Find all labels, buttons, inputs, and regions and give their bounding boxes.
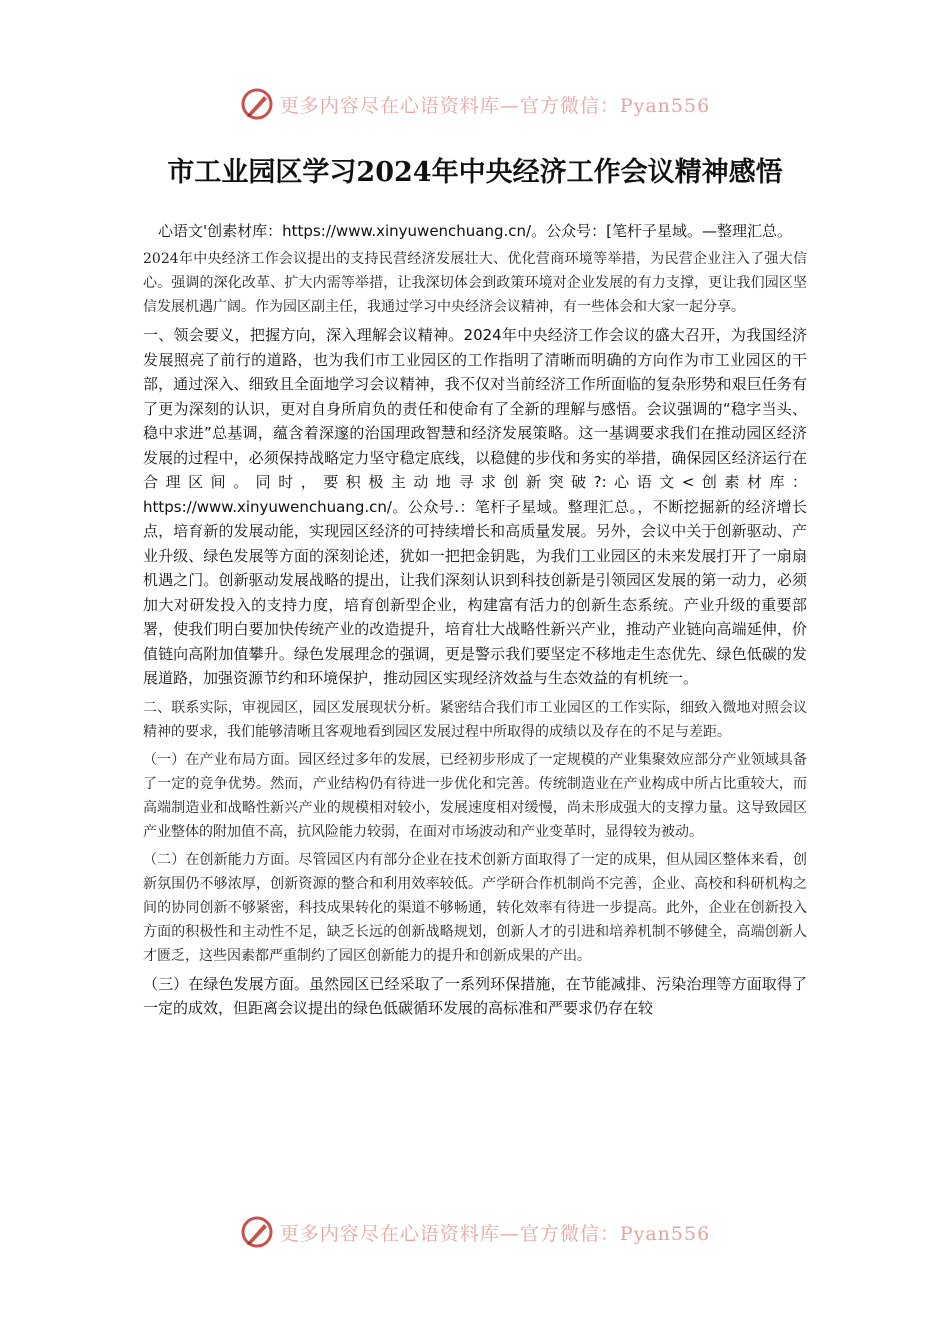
paragraph-section-2: 二、联系实际，审视园区，园区发展现状分析。紧密结合我们市工业园区的工作实际，细致入微地对照会议精神的要求，我们能够清晰且客观地看到园区发展过程中所取得的成绩以及存在的不足与差距。 — [143, 699, 807, 740]
footer-banner — [0, 1212, 950, 1252]
document-title: 市工业园区学习2024年中央经济工作会议精神感悟 — [167, 157, 783, 188]
source-line: 心语文'创素材库：https://www.xinyuwenchuang.cn/。公众号：[笔杆子星域。—整理汇总。 — [158, 222, 792, 240]
banner-text: 更多内容尽在心语资料库—官方微信：Pyan556 — [279, 1222, 711, 1245]
banner-text: 更多内容尽在心语资料库—官方微信：Pyan556 — [279, 94, 711, 117]
document-body — [143, 219, 807, 1026]
paragraph-intro: 2024年中央经济工作会议提出的支持民营经济发展壮大、优化营商环境等举措，为民营企业注入了强大信心。强调的深化改革、扩大内需等举措，让我深切体会到政策环境对企业发展的有力支撑，更让我们园区坚信发展机遇广阔。作为园区副主任，我通过学习中央经济会议精神，有一些体会和大家一起分享。 — [143, 251, 807, 315]
paragraph-section-1: 一、领会要义，把握方向，深入理解会议精神。2024年中央经济工作会议的盛大召开，为我国经济发展照亮了前行的道路，也为我们市工业园区的工作指明了清晰而明确的方向作为市工业园区的干部，通过深入、细致且全面地学习会议精神，我不仅对当前经济工作所面临的复杂形势和艰巨任务有了更为深刻的认识，更对自身所肩负的责任和使命有了全新的理解与感悟。会议强调的“稳字当头、稳中求进”总基调，蕴含着深邃的治国理政智慧和经济发展策略。这一基调要求我们在推动园区经济发展的过程中，必须保持战略定力坚守稳定底线，以稳健的步伐和务实的举措，确保园区经济运行在合理区间。同时，要积极主动地寻求创新突破?:心语文<创素材库：https://www.xinyuwenchuang.cn/。公众号.：笔杆子星域。整理汇总。，不断挖掘新的经济增长点，培育新的发展动能，实现园区经济的可持续增长和高质量发展。另外，会议中关于创新驱动、产业升级、绿色发展等方面的深刻论述，犹如一把把金钥匙，为我们工业园区的未来发展打开了一扇扇机遇之门。创新驱动发展战略的提出，让我们深刻认识到科技创新是引领园区发展的第一动力，必须加大对研发投入的支持力度，培育创新型企业，构建富有活力的创新生态系统。产业升级的重要部署，使我们明白要加快传统产业的改造提升，培育壮大战略性新兴产业，推动产业链向高端延伸，价值链向高附加值攀升。绿色发展理念的强调，更是警示我们要坚定不移地走生态优先、绿色低碳的发展道路，加强资源节约和环境保护，推动园区实现经济效益与生态效益的有机统一。 — [143, 326, 807, 687]
paragraph-industry-layout: （一）在产业布局方面。园区经过多年的发展，已经初步形成了一定规模的产业集聚效应部分产业领域具备了一定的竞争优势。然而，产业结构仍有待进一步优化和完善。传统制造业在产业构成中所占比重较大，而高端制造业和战略性新兴产业的规模相对较小，发展速度相对缓慢，尚未形成强大的支撑力量。这导致园区产业整体的附加值不高，抗风险能力较弱，在面对市场波动和产业变革时，显得较为被动。 — [143, 751, 807, 840]
pen-logo-icon — [240, 1215, 274, 1249]
header-banner — [0, 84, 950, 124]
paragraph-green-development: （三）在绿色发展方面。虽然园区已经采取了一系列环保措施，在节能减排、污染治理等方面取得了一定的成效，但距离会议提出的绿色低碳循环发展的高标准和严要求仍存在较 — [143, 974, 807, 1017]
paragraph-innovation: （二）在创新能力方面。尽管园区内有部分企业在技术创新方面取得了一定的成果，但从园区整体来看，创新氛围仍不够浓厚，创新资源的整合和利用效率较低。产学研合作机制尚不完善，企业、高校和科研机构之间的协同创新不够紧密，科技成果转化的渠道不够畅通，转化效率有待进一步提高。此外，企业在创新投入方面的积极性和主动性不足，缺乏长远的创新战略规划，创新人才的引进和培养机制不够健全，高端创新人才匮乏，这些因素都严重制约了园区创新能力的提升和创新成果的产出。 — [143, 851, 807, 964]
pen-logo-icon — [240, 87, 274, 121]
